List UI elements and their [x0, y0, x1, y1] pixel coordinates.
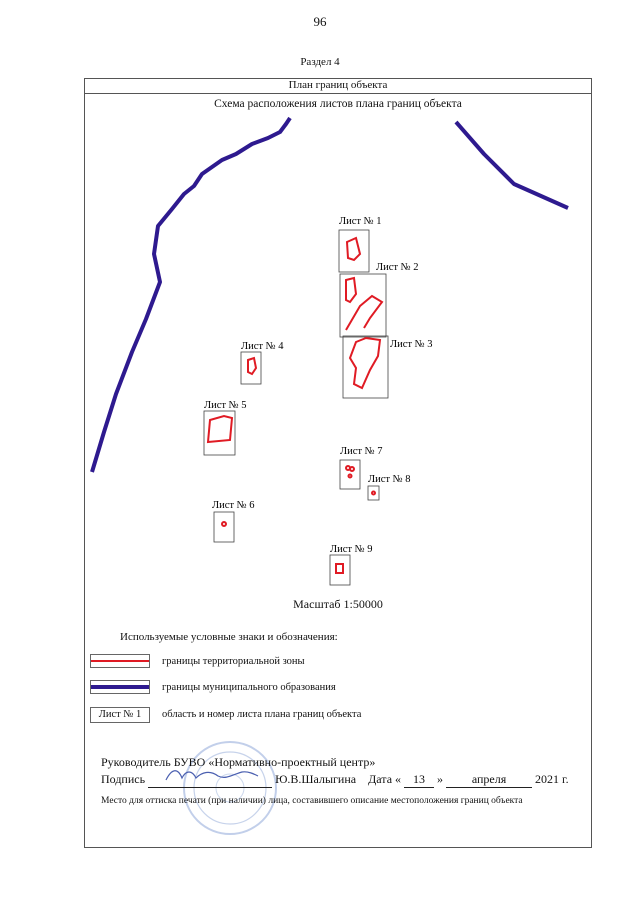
sheet-3-label: Лист № 3: [390, 339, 433, 350]
sheet-9-zone: [336, 564, 343, 573]
frame-subtitle: Схема расположения листов плана границ объекта: [214, 98, 462, 110]
sheet-1-zone: [347, 238, 360, 260]
sheet-9: [330, 544, 373, 585]
legend-zone-text: границы территориальной зоны: [162, 656, 305, 667]
sheet-2-label: Лист № 2: [376, 262, 419, 273]
sheet-3-frame: [343, 336, 388, 398]
sheet-8: [368, 474, 411, 500]
sheet-4: [241, 341, 284, 384]
sheet-6-label: Лист № 6: [212, 500, 255, 511]
sheet-8-label: Лист № 8: [368, 474, 411, 485]
date-day: 13: [404, 772, 434, 788]
sheet-8-frame: [368, 486, 379, 500]
sheet-5: [204, 400, 247, 455]
sheet-5-label: Лист № 5: [204, 400, 247, 411]
sheet-3: [343, 336, 433, 398]
official-seal: [180, 738, 280, 838]
sheet-6: [212, 500, 255, 542]
legend-municipal-swatch: [90, 680, 150, 694]
sheet-7-zone-b: [350, 467, 354, 471]
sheet-4-zone: [248, 358, 256, 374]
legend-sheet-box: Лист № 1: [90, 707, 150, 723]
head-line: Руководитель БУВО «Нормативно-проектный центр»: [101, 755, 376, 769]
handwritten-signature: [162, 766, 262, 782]
signature-line: [101, 772, 569, 788]
legend-municipal-text: границы муниципального образования: [162, 682, 336, 693]
date-mid: »: [437, 772, 444, 786]
legend-sheet-text: область и номер листа плана границ объекта: [162, 709, 362, 720]
seal-note: Место для оттиска печати (при наличии) лица, составившего описание местоположения границ объекта: [101, 796, 523, 806]
sheet-4-frame: [241, 352, 261, 384]
date-year: 2021 г.: [535, 772, 569, 786]
sign-label: Подпись: [101, 772, 146, 786]
sheet-6-zone: [222, 522, 226, 526]
signer-name: Ю.В.Шалыгина: [275, 772, 357, 786]
sheet-4-label: Лист № 4: [241, 341, 284, 352]
legend-zone-swatch: [90, 654, 150, 668]
sheet-7-zone-c: [349, 475, 352, 478]
sheet-3-zone: [350, 338, 380, 388]
sheet-1-frame: [339, 230, 369, 272]
date-label: Дата «: [368, 772, 402, 786]
legend-title: Используемые условные знаки и обозначения:: [120, 631, 338, 643]
sheet-5-zone: [208, 416, 232, 442]
page-number: 96: [313, 14, 327, 29]
date-month: апреля: [446, 772, 532, 788]
sheet-2: [340, 262, 419, 337]
sheet-layout-map: [84, 94, 592, 594]
signature-field: [148, 772, 272, 788]
sheet-8-zone: [372, 492, 375, 495]
sheet-2-zone: [346, 278, 382, 330]
map-scale: Масштаб 1:50000: [293, 597, 383, 611]
municipal-boundary-east: [456, 122, 568, 208]
frame-title: План границ объекта: [84, 78, 592, 94]
section-label: Раздел 4: [300, 56, 340, 68]
sheet-1-label: Лист № 1: [339, 216, 382, 227]
municipal-boundary-west: [92, 118, 290, 472]
sheet-9-label: Лист № 9: [330, 544, 373, 555]
sheet-7-label: Лист № 7: [340, 446, 383, 457]
sheet-9-frame: [330, 555, 350, 585]
